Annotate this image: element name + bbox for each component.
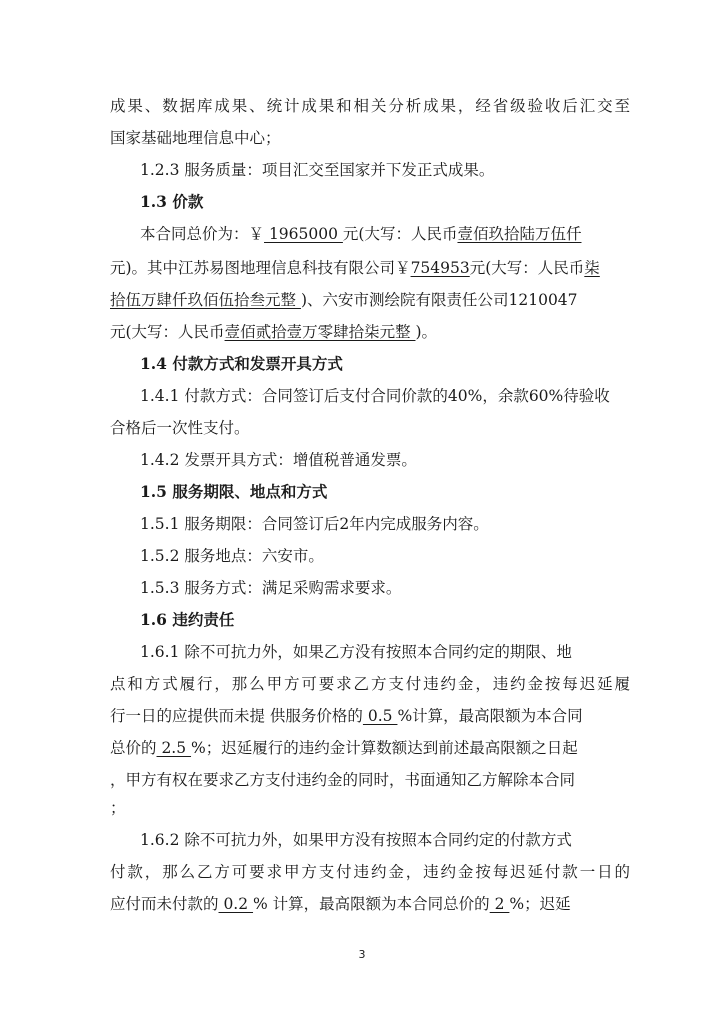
text-span: 总价的 (110, 739, 157, 757)
text-line: 国家基础地理信息中心； (110, 129, 281, 147)
amount-2-words: 壹佰贰拾壹万零肆拾柒元整 (224, 323, 416, 341)
text-span: %计算，最高限额为本合同 (397, 707, 583, 725)
text-line: 1.4.1 付款方式：合同签订后支付合同价款的40%，余款60%待验收 (140, 387, 610, 405)
text-line: 1.4.2 发票开具方式：增值税普通发票。 (140, 451, 417, 469)
section-heading: 1.6 违约责任 (140, 610, 235, 629)
late-payment-rate: 0.2 (218, 895, 254, 913)
text-line: 1.5.1 服务期限：合同签订后2年内完成服务内容。 (140, 515, 489, 533)
text-line: 1.6.2 除不可抗力外，如果甲方没有按照本合同约定的付款方式 (140, 831, 572, 849)
penalty-rate: 0.5 (362, 707, 398, 725)
text-line: 点和方式履行，那么甲方可要求乙方支付违约金，违约金按每迟延履 (110, 675, 630, 693)
text-line: 付款，那么乙方可要求甲方支付违约金，违约金按每迟延付款一日的 (110, 863, 630, 881)
text-line: 合格后一次性支付。 (110, 419, 250, 437)
text-line (110, 706, 630, 726)
late-payment-max-rate: 2 (489, 895, 510, 913)
text-span: 本合同总价为：￥ (140, 225, 265, 243)
text-line (110, 322, 630, 342)
total-price: 1965000 (264, 225, 343, 243)
text-span: %；迟延履行的违约金计算数额达到前述最高限额之日起 (191, 739, 578, 757)
text-span: 应付而未付款的 (110, 895, 219, 913)
text-line: 成果、数据库成果、统计成果和相关分析成果，经省级验收后汇交至 (110, 97, 630, 115)
text-span: 元(大写：人民币 (342, 225, 458, 243)
text-span: % 计算，最高限额为本合同总价的 (253, 895, 490, 913)
text-line: ，甲方有权在要求乙方支付违约金的同时，书面通知乙方解除本合同 (110, 771, 576, 789)
total-price-words: 壹佰玖拾陆万伍仟 (457, 225, 582, 243)
text-line: 1.5.2 服务地点：六安市。 (140, 547, 324, 565)
text-span: 行一日的应提供而未提 供服务价格的 (110, 707, 363, 725)
section-heading: 1.5 服务期限、地点和方式 (140, 482, 328, 501)
section-heading: 1.4 付款方式和发票开具方式 (140, 354, 343, 373)
amount-1-words: 柒 (584, 259, 600, 277)
text-line: 1.6.1 除不可抗力外，如果乙方没有按照本合同约定的期限、地 (140, 643, 572, 661)
amount-1-words: 拾伍万肆仟玖佰伍拾叁元整 (110, 291, 301, 309)
text-span: 元(大写：人民币 (469, 259, 585, 277)
amount-2: 1210047 (508, 291, 578, 309)
text-span: 元(大写：人民币 (110, 323, 225, 341)
text-span: )、六安市测绘院有限责任公司 (300, 291, 509, 309)
section-heading: 1.3 价款 (140, 192, 204, 211)
page-number: 3 (358, 948, 366, 961)
text-line (110, 290, 630, 310)
text-line (110, 738, 630, 758)
text-line: ； (110, 799, 126, 817)
text-line (110, 894, 630, 914)
text-line: 1.5.3 服务方式：满足采购需求要求。 (140, 579, 402, 597)
text-line (140, 224, 660, 244)
text-line: 1.2.3 服务质量：项目汇交至国家并下发正式成果。 (140, 161, 495, 179)
text-line (110, 258, 630, 278)
text-span: 元)。其中江苏易图地理信息科技有限公司￥ (110, 259, 411, 277)
text-span: )。 (415, 323, 438, 341)
penalty-max-rate: 2.5 (156, 739, 192, 757)
amount-1: 754953 (410, 259, 470, 277)
text-span: %；迟延 (509, 895, 571, 913)
